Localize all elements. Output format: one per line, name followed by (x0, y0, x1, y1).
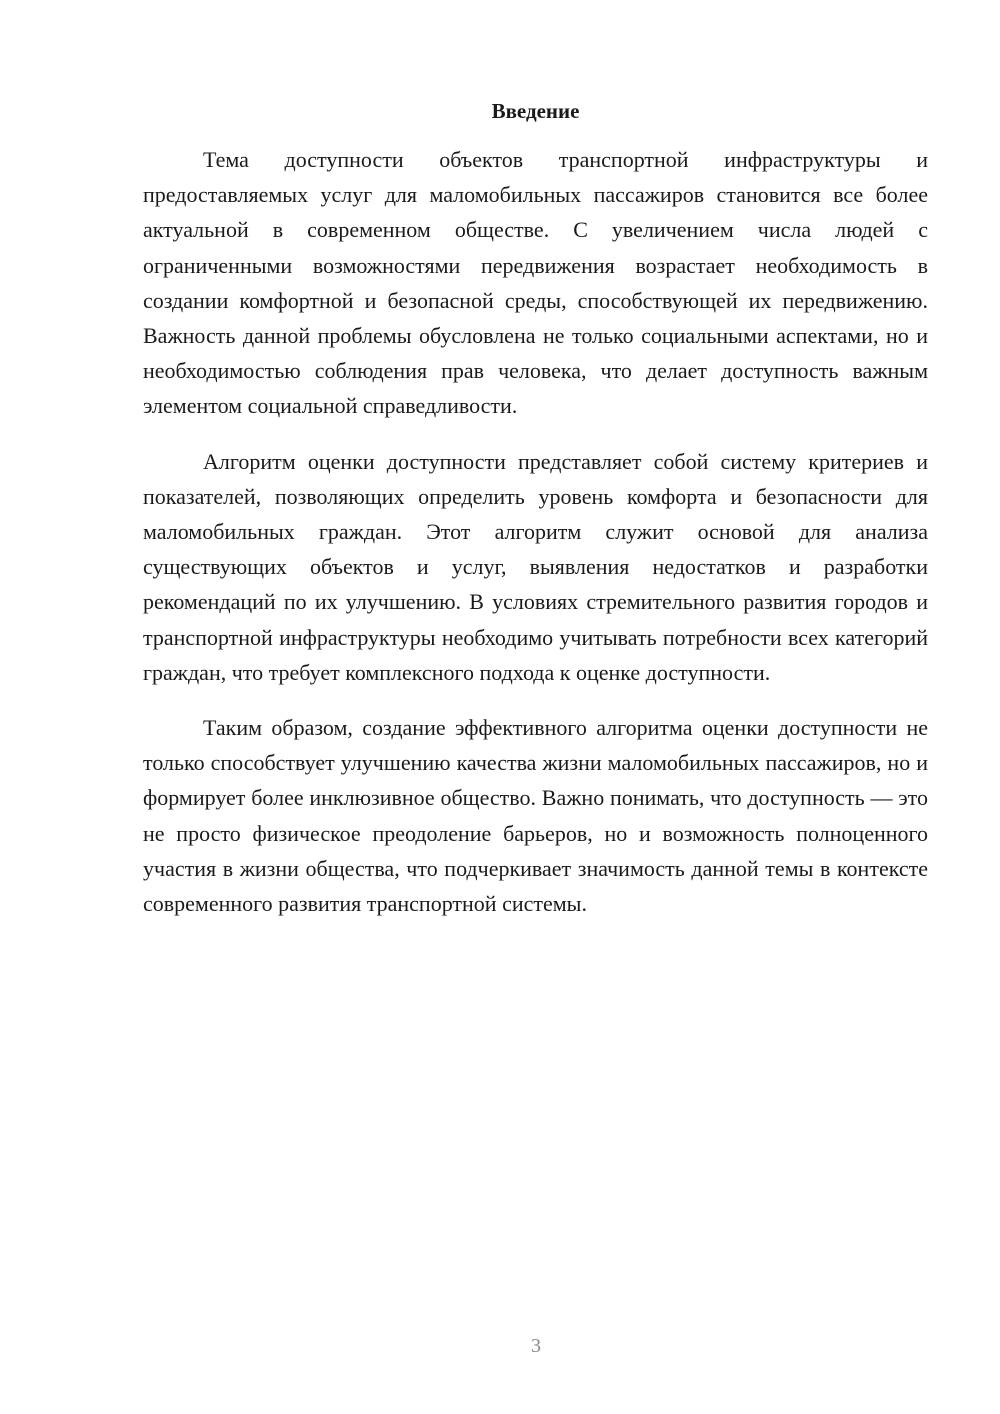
page-number: 3 (531, 1335, 541, 1357)
paragraph-2: Алгоритм оценки доступности представляет собой систему критериев и показателей, позволяющих определить уровень комфорта и безопасности для маломобильных граждан. Этот алгоритм служит основой для анализа существующих объектов и услуг, выявления недостатков и разработки рекомендаций по их улучшению. В условиях стремительного развития городов и транспортной инфраструктуры необходимо учитывать потребности всех категорий граждан, что требует комплексного подхода к оценке доступности. (143, 448, 928, 685)
section-heading: Введение (491, 99, 580, 123)
body-text (143, 142, 928, 941)
paragraph-1: Тема доступности объектов транспортной инфраструктуры и предоставляемых услуг для маломобильных пассажиров становится все более актуальной в современном обществе. С увеличением числа людей с ограниченными возможностями передвижения возрастает необходимость в создании комфортной и безопасной среды, способствующей их передвижению. Важность данной проблемы обусловлена не только социальными аспектами, но и необходимостью соблюдения прав человека, что делает доступность важным элементом социальной справедливости. (143, 147, 928, 419)
paragraph-3: Таким образом, создание эффективного алгоритма оценки доступности не только способствует улучшению качества жизни маломобильных пассажиров, но и формирует более инклюзивное общество. Важно понимать, что доступность — это не просто физическое преодоление барьеров, но и возможность полноценного участия в жизни общества, что подчеркивает значимость данной темы в контексте современного развития транспортной системы. (143, 715, 928, 917)
